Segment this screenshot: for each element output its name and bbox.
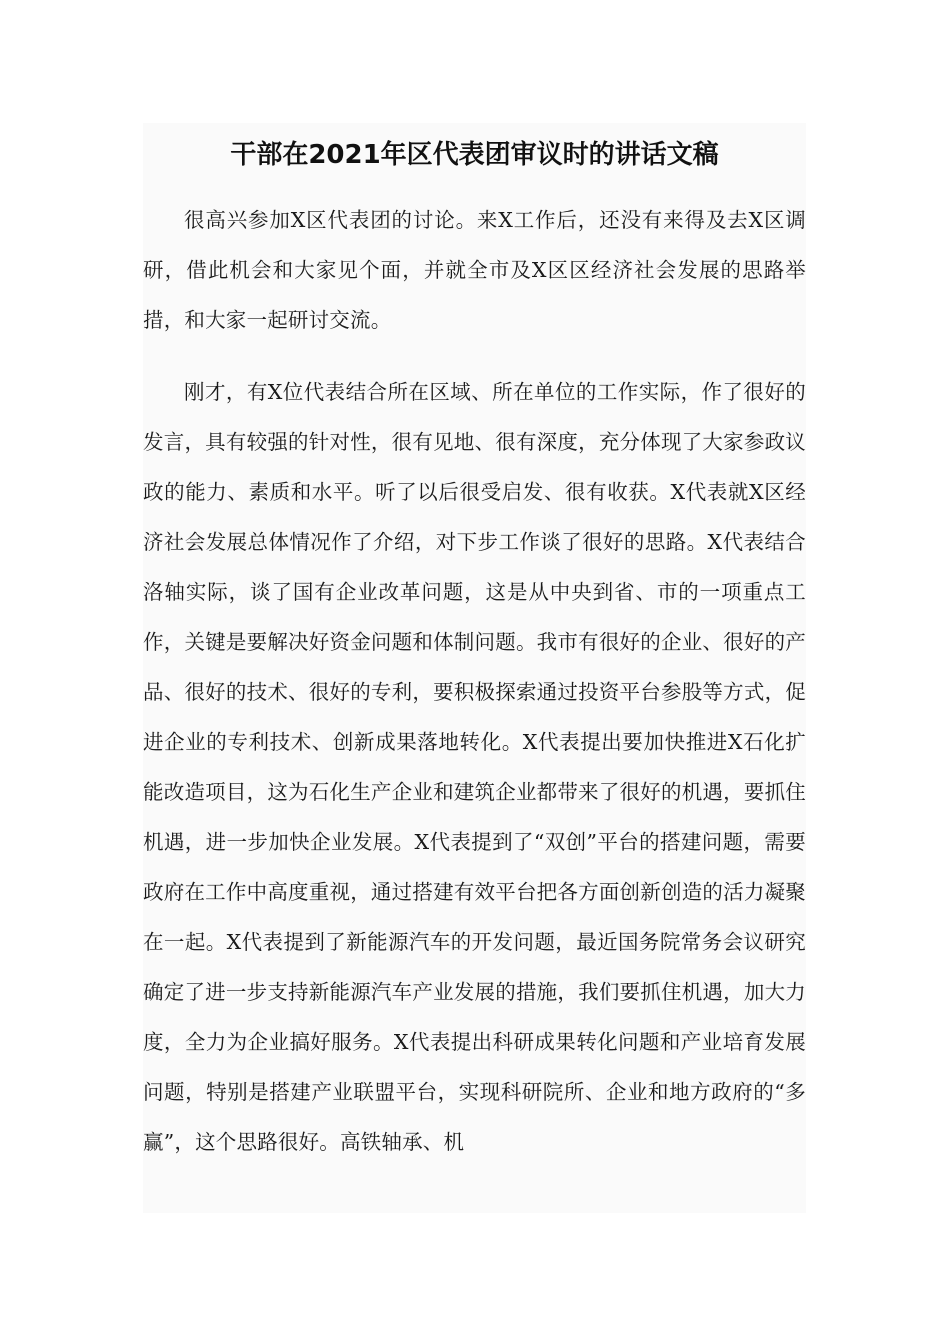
paragraph-comments: 刚才，有X位代表结合所在区域、所在单位的工作实际，作了很好的发言，具有较强的针对性，很有见地、很有深度，充分体现了大家参政议政的能力、素质和水平。听了以后很受启发、很有收获。X代表就X区经济社会发展总体情况作了介绍，对下步工作谈了很好的思路。X代表结合洛轴实际，谈了国有企业改革问题，这是从中央到省、市的一项重点工作，关键是要解决好资金问题和体制问题。我市有很好的企业、很好的产品、很好的技术、很好的专利，要积极探索通过投资平台参股等方式，促进企业的专利技术、创新成果落地转化。X代表提出要加快推进X石化扩能改造项目，这为石化生产企业和建筑企业都带来了很好的机遇，要抓住机遇，进一步加快企业发展。X代表提到了“双创”平台的搭建问题，需要政府在工作中高度重视，通过搭建有效平台把各方面创新创造的活力凝聚在一起。X代表提到了新能源汽车的开发问题，最近国务院常务会议研究确定了进一步支持新能源汽车产业发展的措施，我们要抓住机遇，加大力度，全力为企业搞好服务。X代表提出科研成果转化问题和产业培育发展问题，特别是搭建产业联盟平台，实现科研院所、企业和地方政府的“多赢”，这个思路很好。高铁轴承、机	[143, 380, 806, 1154]
document-title: 干部在2021年区代表团审议时的讲话文稿	[230, 140, 719, 170]
paragraph-intro: 很高兴参加X区代表团的讨论。来X工作后，还没有来得及去X区调研，借此机会和大家见个面，并就全市及X区区经济社会发展的思路举措，和大家一起研讨交流。	[143, 208, 806, 332]
document-page	[143, 123, 806, 1213]
